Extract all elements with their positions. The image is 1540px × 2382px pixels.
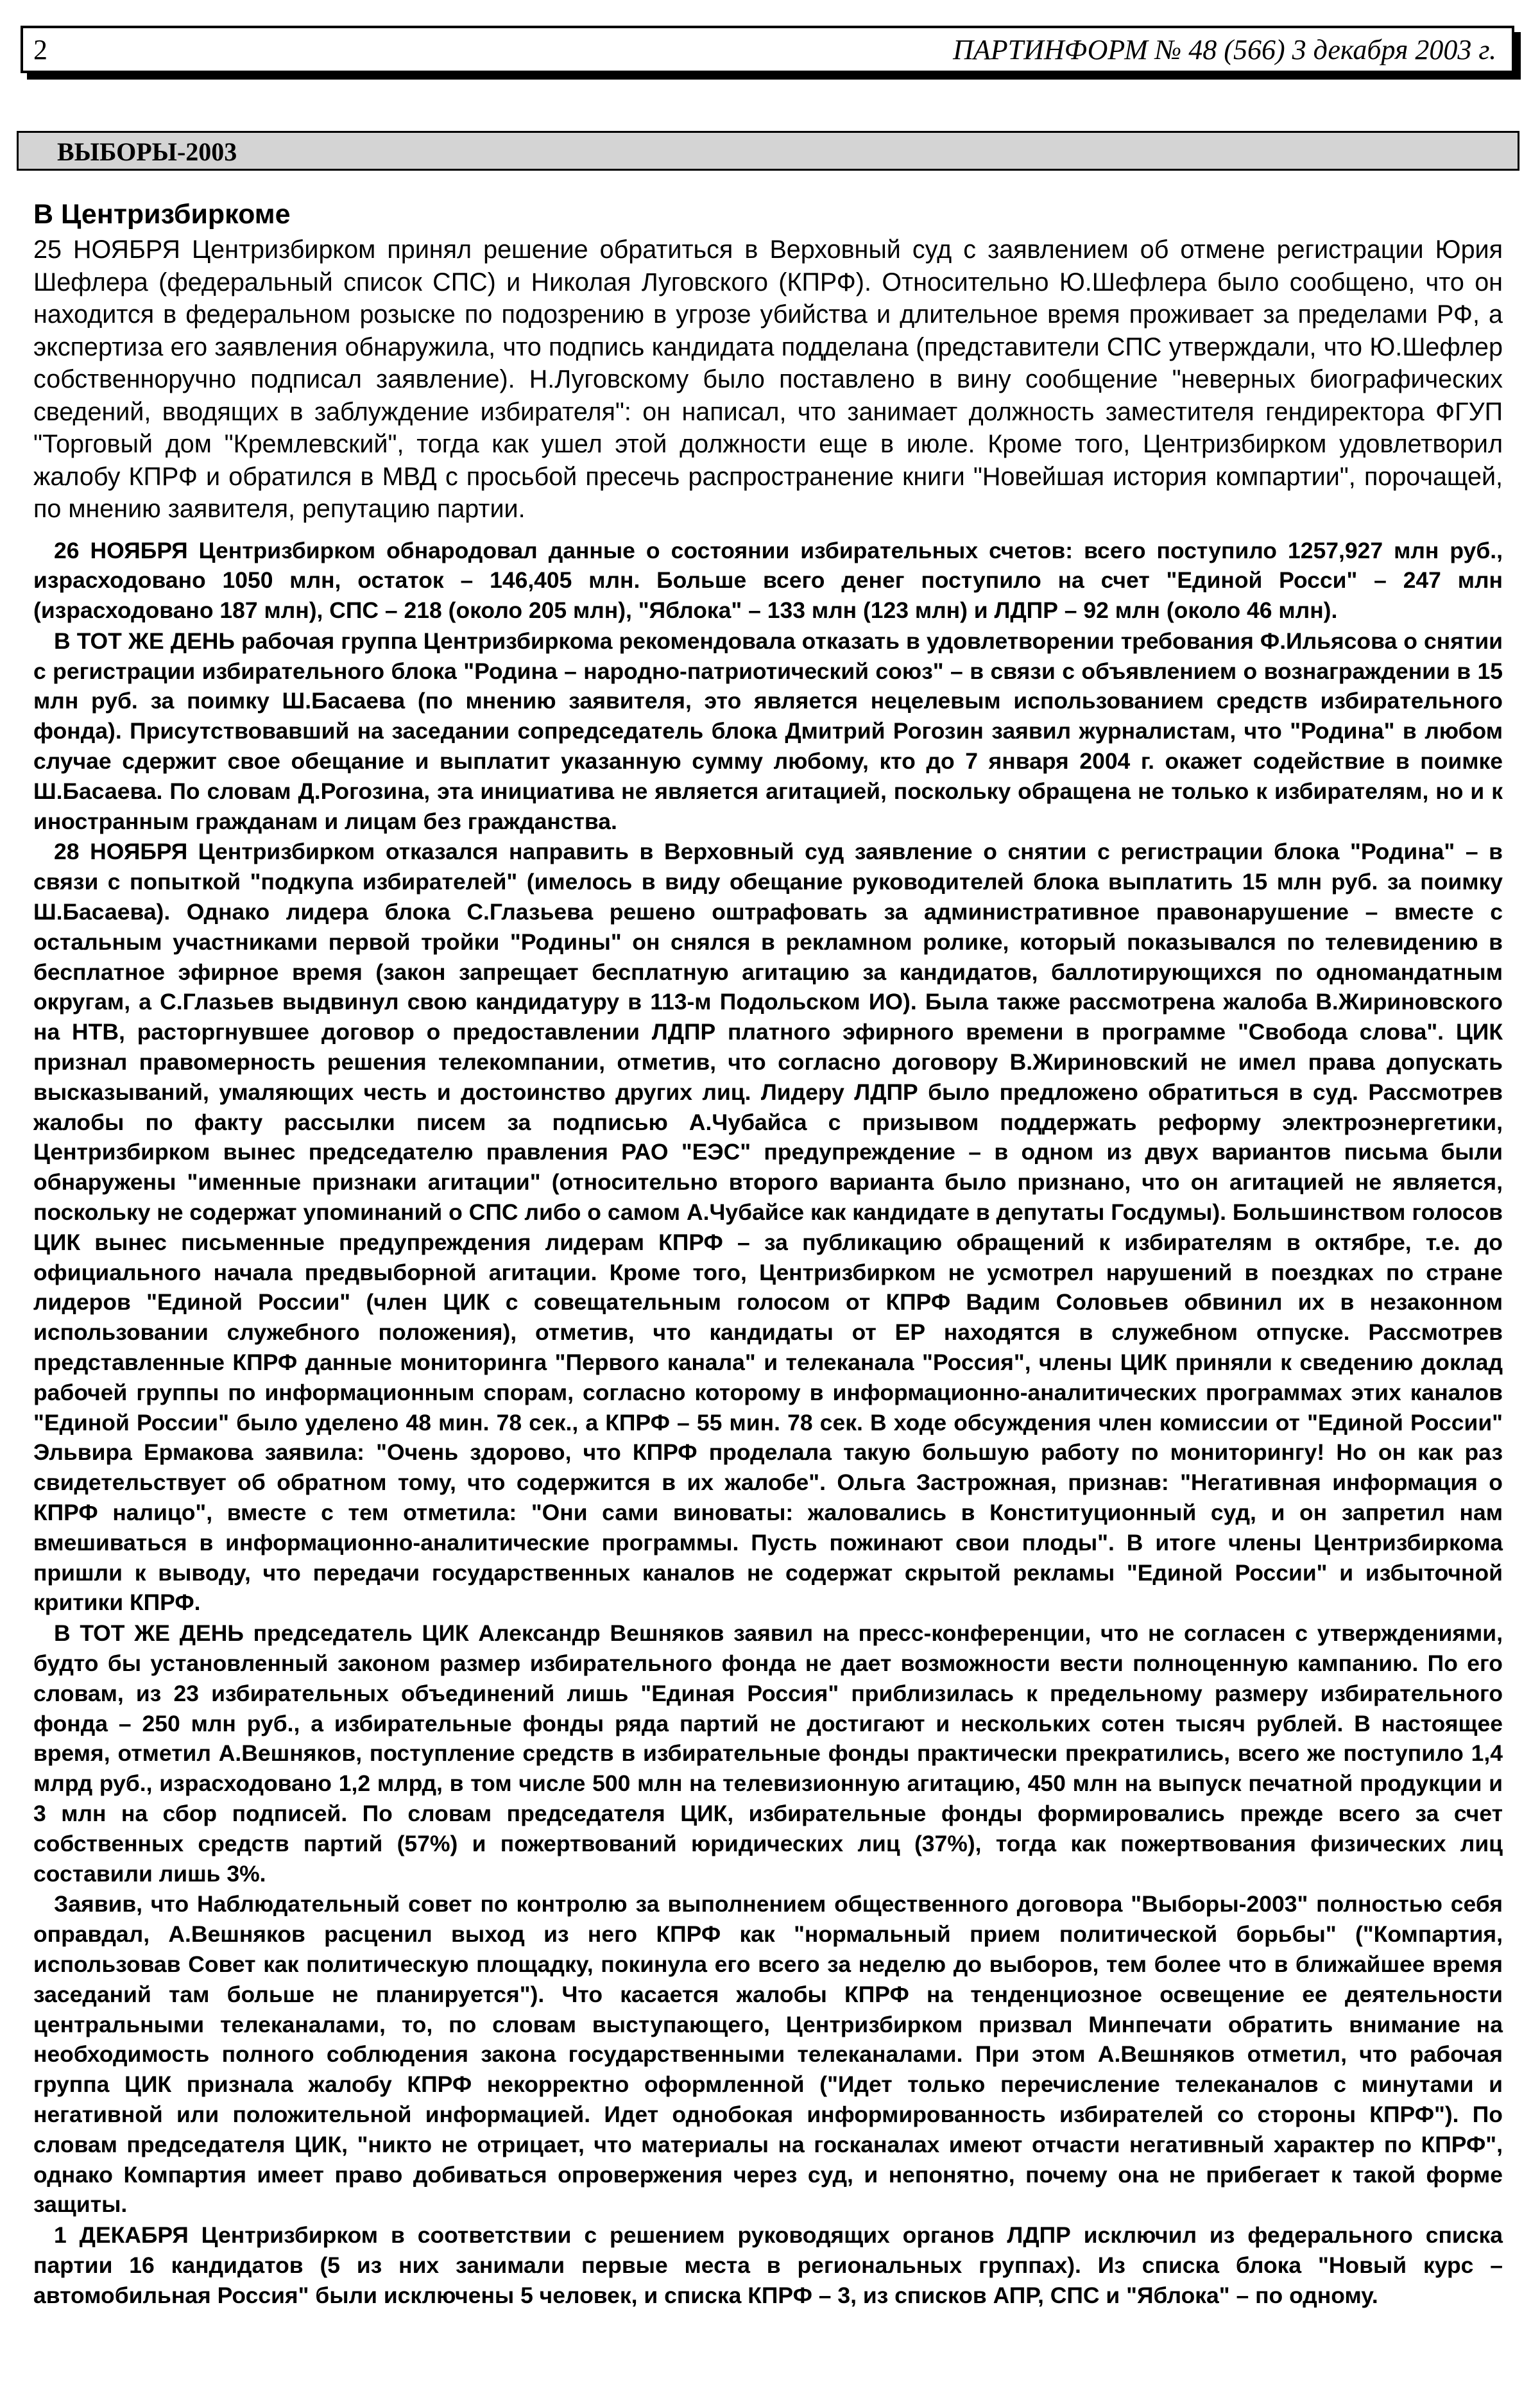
issue-info: ПАРТИНФОРМ № 48 (566) 3 декабря 2003 г. xyxy=(953,34,1496,65)
page-header xyxy=(21,26,1514,73)
news-item-nov26-rodina: В ТОТ ЖЕ ДЕНЬ рабочая группа Центризбиркома рекомендовала отказать в удовлетворении требования Ф.Ильясова о снятии с регистрации избирательного блока "Родина – народно-патриотический союз" – в связи с объявлением о вознаграждении в 15 млн руб. за поимку Ш.Басаева (по мнению заявителя, это является нецелевым использованием средств избирательного фонда). Присутствовавший на заседании сопредседатель блока Дмитрий Рогозин заявил журналистам, что "Родина" в любом случае сдержит свое обещание и выплатит указанную сумму любому, кто до 7 января 2004 г. окажет содействие в поимке Ш.Басаева. По словам Д.Рогозина, эта инициатива не является агитацией, поскольку обращена не только к избирателям, но и к иностранным гражданам и лицам без гражданства. xyxy=(33,628,1503,834)
news-item-dec1: 1 ДЕКАБРЯ Центризбирком в соответствии с решением руководящих органов ЛДПР исключил из федерального списка партии 16 кандидатов (5 из них занимали первые места в региональных группах). Из списка блока "Новый курс – автомобильная Россия" были исключены 5 человек, и списка КПРФ – 3, из списков АПР, СПС и "Яблока" – по одному. xyxy=(33,2222,1503,2308)
lead-paragraph: 25 НОЯБРЯ Центризбирком принял решение обратиться в Верховный суд с заявлением об отмене регистрации Юрия Шефлера (федеральный список СПС) и Николая Луговского (КПРФ). Относительно Ю.Шефлера было сообщено, что он находится в федеральном розыске по подозрению в угрозе убийства и длительное время проживает за пределами РФ, а экспертиза его заявления обнаружила, что подпись кандидата подделана (представители СПС утверждали, что Ю.Шефлер собственноручно подписал заявление). Н.Луговскому было поставлено в вину сообщение "неверных биографических сведений, вводящих в заблуждение избирателя": он написал, что занимает должность заместителя гендиректора ФГУП "Торговый дом "Кремлевский", тогда как ушел этой должности еще в июле. Кроме того, Центризбирком удовлетворил жалобу КПРФ и обратился в МВД с просьбой пресечь распространение книги "Новейшая история компартии", порочащей, по мнению заявителя, репутацию партии. xyxy=(33,236,1503,523)
section-title: ВЫБОРЫ-2003 xyxy=(57,137,237,166)
article-heading: В Центризбиркоме xyxy=(33,199,291,230)
news-item-nov28: 28 НОЯБРЯ Центризбирком отказался направить в Верховный суд заявление о снятии с регистрации блока "Родина" – в связи с попыткой "подкупа избирателей" (имелось в виду обещание руководителей блока выплатить 15 млн руб. за поимку Ш.Басаева). Однако лидера блока С.Глазьева решено оштрафовать за административное правонарушение – вместе с остальным участниками первой тройки "Родины" он снялся в рекламном ролике, который показывался по телевидению в бесплатное эфирное время (закон запрещает бесплатную агитацию за кандидатов, баллотирующихся по одномандатным округам, а С.Глазьев выдвинул свою кандидатуру в 113-м Подольском ИО). Была также рассмотрена жалоба В.Жириновского на НТВ, расторгнувшее договор о предоставлении ЛДПР платного эфирного времени в программе "Свобода слова". ЦИК признал правомерность решения телекомпании, отметив, что согласно договору В.Жириновский не имел права допускать высказываний, умаляющих честь и достоинство других лиц. Лидеру ЛДПР было предложено обратиться в суд. Рассмотрев жалобы по факту рассылки писем за подписью А.Чубайса с призывом поддержать реформу электроэнергетики, Центризбирком вынес председателю правления РАО "ЕЭС" предупреждение – в одном из двух вариантов письма были обнаружены "именные признаки агитации" (относительно второго варианта было признано, что он агитацией не является, поскольку не содержат упоминаний о СПС либо о самом А.Чубайсе как кандидате в депутаты Госдумы). Большинством голосов ЦИК вынес письменные предупреждения лидерам КПРФ – за публикацию обращений к избирателям в октябре, т.е. до официального начала предвыборной агитации. Кроме того, Центризбирком не усмотрел нарушений в поездках по стране лидеров "Единой России" (член ЦИК с совещательным голосом от КПРФ Вадим Соловьев обвинил их в незаконном использовании служебного положения), отметив, что кандидаты от ЕР находятся в служебном отпуске. Рассмотрев представленные КПРФ данные мониторинга "Первого канала" и телеканала "Россия", члены ЦИК приняли к сведению доклад рабочей группы по информационным спорам, согласно которому в информационно-аналитических программах этих каналов "Единой России" было уделено 48 мин. 78 сек., а КПРФ – 55 мин. 78 сек. В ходе обсуждения член комиссии от "Единой России" Эльвира Ермакова заявила: "Очень здорово, что КПРФ проделала такую большую работу по мониторингу! Но он как раз свидетельствует об обратном тому, что содержится в их жалобе". Ольга Застрожная, признав: "Негативная информация о КПРФ налицо", вместе с тем отметила: "Они сами виноваты: жаловались в Конституционный суд, и он запретил нам вмешиваться в информационно-аналитические программы. Пусть пожинают свои плоды". В итоге члены Центризбиркома пришли к выводу, что передачи государственных каналов не содержат скрытой рекламы "Единой России" и избыточной критики КПРФ. xyxy=(33,839,1503,1616)
page-number: 2 xyxy=(33,34,47,65)
article xyxy=(33,196,1503,2311)
news-item-nov28-veshnyakov: В ТОТ ЖЕ ДЕНЬ председатель ЦИК Александр Вешняков заявил на пресс-конференции, что не согласен с утверждениями, будто бы установленный законом размер избирательного фонда не дает возможности вести полноценную кампанию. По его словам, из 23 избирательных объединений лишь "Единая Россия" приблизилась к предельному размеру избирательного фонда – 250 млн руб., а избирательные фонды ряда партий не достигают и нескольких сотен тысяч рублей. В настоящее время, отметил А.Вешняков, поступление средств в избирательные фонды практически прекратились, всего же поступило 1,4 млрд руб., израсходовано 1,2 млрд, в том числе 500 млн на телевизионную агитацию, 450 млн на выпуск печатной продукции и 3 млн на сбор подписей. По словам председателя ЦИК, избирательные фонды формировались прежде всего за счет собственных средств партий (57%) и пожертвований юридических лиц (37%), тогда как пожертвования физических лиц составили лишь 3%. xyxy=(33,1620,1503,1887)
news-item-observers-council: Заявив, что Наблюдательный совет по контролю за выполнением общественного договора "Выборы-2003" полностью себя оправдал, А.Вешняков расценил выход из него КПРФ как "нормальный прием политической борьбы" ("Компартия, использовав Совет как политическую площадку, покинула его всего за неделю до выборов, тем более что в ближайшее время заседаний там больше не планируется"). Что касается жалобы КПРФ на тенденциозное освещение ее деятельности центральными телеканалами, то, по словам выступающего, Центризбирком призвал Минпечати обратить внимание на необходимость полного соблюдения закона государственными телеканалами. При этом А.Вешняков отметил, что рабочая группа ЦИК признала жалобу КПРФ некорректно оформленной ("Идет только перечисление телеканалов с минутами и негативной или положительной информацией. Идет однобокая информированность избирателей со стороны КПРФ"). По словам председателя ЦИК, "никто не отрицает, что материалы на госканалах имеют отчасти негативный характер по КПРФ", однако Компартия имеет право добиваться опровержения через суд, и непонятно, почему она не прибегает к такой форме защиты. xyxy=(33,1891,1503,2218)
section-bar xyxy=(17,131,1519,171)
news-item-nov26: 26 НОЯБРЯ Центризбирком обнародовал данные о состоянии избирательных счетов: всего поступило 1257,927 млн руб., израсходовано 1050 млн, остаток – 146,405 млн. Больше всего денег поступило на счет "Единой Росси" – 247 млн (израсходовано 187 млн), СПС – 218 (около 205 млн), "Яблока" – 133 млн (123 млн) и ЛДПР – 92 млн (около 46 млн). xyxy=(33,537,1503,624)
